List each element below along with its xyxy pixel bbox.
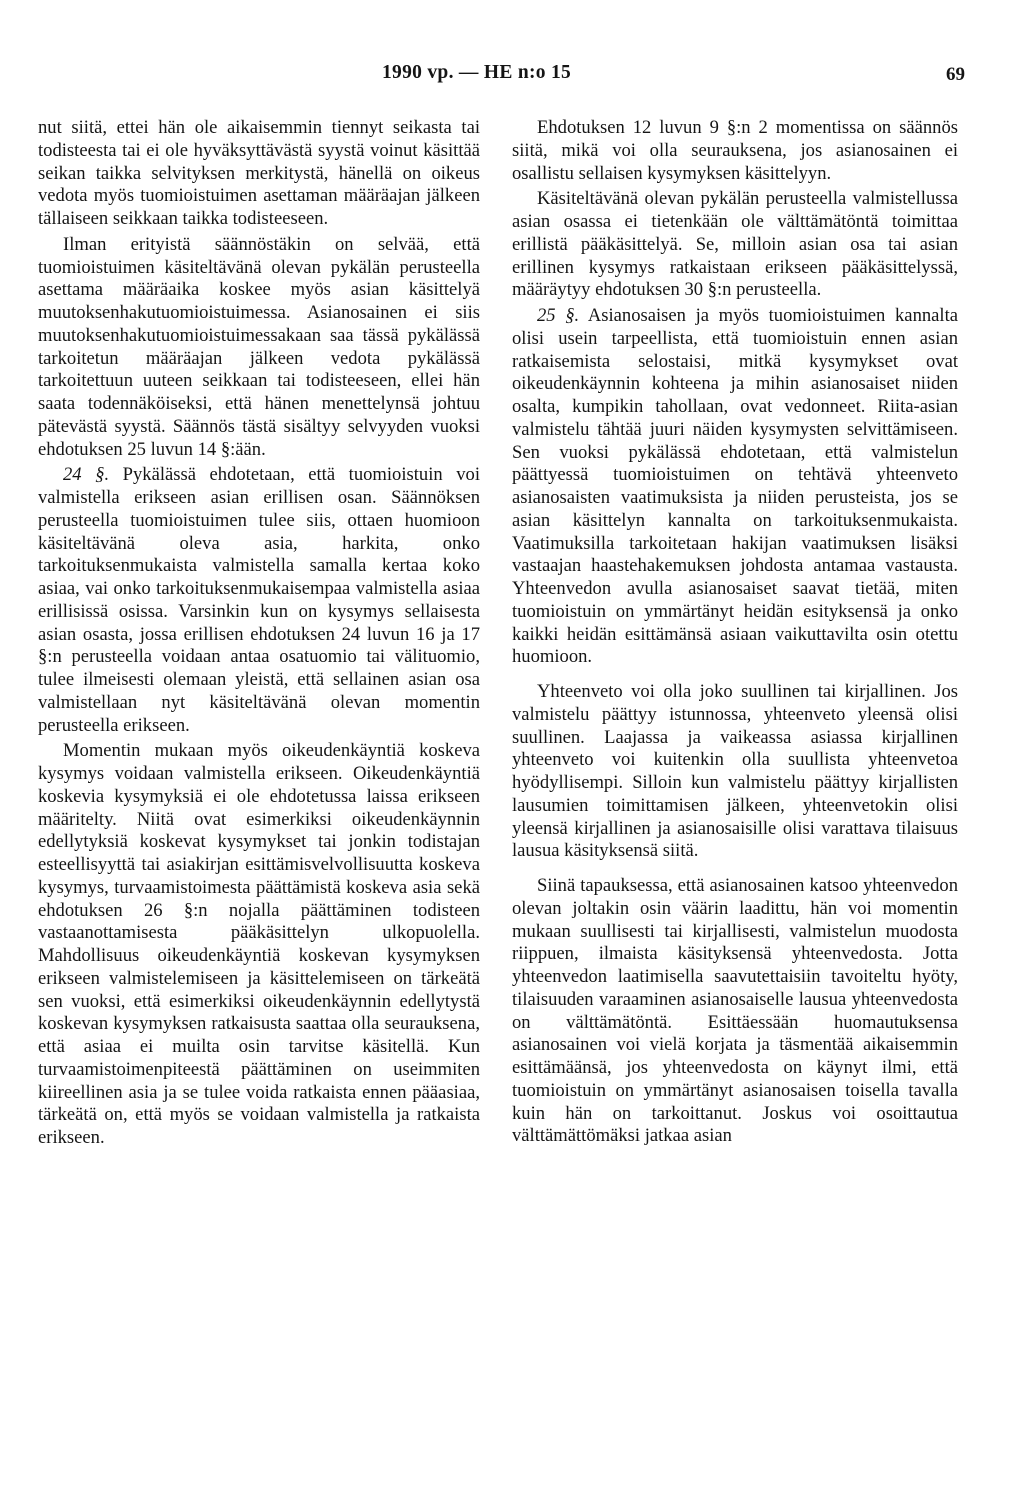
paragraph: Ehdotuksen 12 luvun 9 §:n 2 momentissa on säännös siitä, mikä voi olla seurauksena, jos asianosainen ei osallistu sellaisen kysymyksen käsittelyyn. — [512, 117, 958, 184]
section-text: Asianosaisen ja myös tuomioistuimen kannalta olisi usein tarpeellista, että tuomioistuin ennen asian ratkaisemista selostaisi, mitkä kysymykset ovat oikeudenkäynnin kohteena ja mihin asianosaiset niiden osalta, kumpikin tahollaan, ovat vedonneet. Riita-asian valmistelu tähtää juuri näiden kysymysten selvittämiseen. Sen vuoksi pykälässä ehdotetaan, että valmistelun päättyessä tuomioistuimen on tehtävä yhteenveto asianosaisten vaatimuksista ja niiden perusteista, jos se asian käsittelyn kannalta on tarkoituksenmukaista. Vaatimuksilla tarkoitetaan hakijan vaatimuksen lisäksi vastaajan haastehakemuksen johdosta antamaa vastausta. Yhteenvedon avulla asianosaiset saavat tietää, miten tuomioistuin on ymmärtänyt heidän esityksensä ja onko kaikki heidän esittämänsä asiaan vaikuttavilta osin otettu huomioon. — [512, 305, 958, 668]
page-header — [0, 62, 1024, 92]
paragraph: Käsiteltävänä olevan pykälän perusteella valmistellussa asian osassa ei tietenkään ole välttämätöntä toimittaa erillistä pääkäsittelyä. Se, milloin asian osa tai asian erillinen kysymys ratkaistaan erikseen pääkäsittelyssä, määräytyy ehdotuksen 30 §:n perusteella. — [512, 188, 958, 301]
page-number: 69 — [946, 64, 965, 85]
section-text: Pykälässä ehdotetaan, että tuomioistuin voi valmistella erikseen asian erillisen osan. Säännöksen perusteella tuomioistuimen tulee siis, ottaen huomioon käsiteltävänä oleva asia, harkita, onko tarkoituksenmukaista valmistella samalla kertaa koko asiaa, vai onko tarkoituksenmukaisempaa valmistella asiaa erillisissä osissa. Varsinkin kun on kysymys sellaisesta asian osasta, jossa erillisen ehdotuksen 24 luvun 16 ja 17 §:n perusteella voidaan antaa osatuomio tai välituomio, tulee ilmeisesti olemaan yleistä, että sellainen asian osa valmistellaan nyt käsiteltävänä olevan momentin perusteella erikseen. — [38, 464, 480, 736]
right-column — [512, 117, 958, 1148]
paragraph: Ilman erityistä säännöstäkin on selvää, että tuomioistuimen käsiteltävänä olevan pykälän perusteella asettama määräaika koskee myös asian käsittelyä muutoksenhakutuomioistuimessa. Asianosainen ei siis muutoksenhakutuomioistuimessakaan saa tässä pykälässä tarkoitetun määräajan jälkeen vedota pykälässä tarkoitettuun uuteen seikkaan tai todisteeseen, ellei hän saata todennäköiseksi, että hänen menettelynsä johtuu pätevästä syystä. Säännös tästä sisältyy selvyyden vuoksi ehdotuksen 25 luvun 14 §:ään. — [38, 233, 480, 460]
paragraph: Yhteenveto voi olla joko suullinen tai kirjallinen. Jos valmistelu päättyy istunnossa, yhteenveto yleensä olisi suullinen. Laajassa ja vaikeassa asiassa kirjallinen yhteenveto voi kuitenkin olla suullista yhteenvetoa hyödyllisempi. Silloin kun valmistelu päättyy kirjallisten lausumien toimittamisen jälkeen, yhteenvetokin olisi yleensä kirjallinen ja asianosaisille olisi varattava tilaisuus lausua käsityksensä siitä. — [512, 681, 958, 862]
left-column — [38, 117, 480, 1150]
paragraph: Siinä tapauksessa, että asianosainen katsoo yhteenvedon olevan joltakin osin väärin laadittu, hän voi momentin mukaan suullisesti tai kirjallisesti, valmistelun muodosta riippuen, ilmaista käsityksensä yhteenvedosta. Jotta yhteenvedon laatimisella saavutettaisiin tavoiteltu hyöty, tilaisuuden varaaminen asianosaiselle lausua yhteenvedosta on välttämätöntä. Esittäessään huomautuksensa asianosainen voi vielä korjata ja täsmentää aikaisemmin esittämäänsä, jos yhteenvedosta on käynyt ilmi, että tuomioistuin on ymmärtänyt asianosaisen toisella tavalla kuin hän on tarkoittanut. Joskus voi osoittautua välttämättömäksi jatkaa asian — [512, 875, 958, 1147]
section-paragraph — [512, 305, 958, 669]
section-marker: 24 §. — [63, 464, 110, 486]
running-head: 1990 vp. — HE n:o 15 — [382, 62, 572, 83]
paragraph: Momentin mukaan myös oikeudenkäyntiä koskeva kysymys voidaan valmistella erikseen. Oikeudenkäyntiä koskevia kysymyksiä ei ole ehdotetussa laissa erikseen määritelty. Niitä ovat esimerkiksi oikeudenkäynnin edellytyksiä koskevat kysymykset tai jonkin todistajan esteellisyyttä tai asiakirjan esittämisvelvollisuutta koskeva kysymys, turvaamistoimesta päättämistä koskeva asia sekä ehdotuksen 26 §:n nojalla päättäminen todisteen vastaanottamisesta pääkäsittelyn ulkopuolella. Mahdollisuus oikeudenkäyntiä koskevan kysymyksen erikseen valmistelemiseen ja käsittelemiseen on tärkeätä sen vuoksi, että esimerkiksi oikeudenkäynnin edellytystä koskevan kysymyksen ratkaisusta saattaa olla seurauksena, että asiaa ei muilta osin tarvitse käsitellä. Kun turvaamistoimenpiteestä päättäminen on useimmiten kiireellinen asia ja se tulee voida ratkaista ennen pääasiaa, tärkeätä on, että myös se voidaan valmistella ja ratkaista erikseen. — [38, 740, 480, 1148]
paragraph: nut siitä, ettei hän ole aikaisemmin tiennyt seikasta tai todisteesta tai ei ole hyväksyttävästä syystä voinut käsittää seikan taikka selvityksen merkitystä, hänellä on oikeus vedota myös tuomioistuimen asettaman määräajan jälkeen tällaiseen seikkaan taikka todisteeseen. — [38, 117, 480, 229]
section-marker: 25 §. — [537, 305, 580, 326]
section-paragraph — [38, 464, 480, 737]
